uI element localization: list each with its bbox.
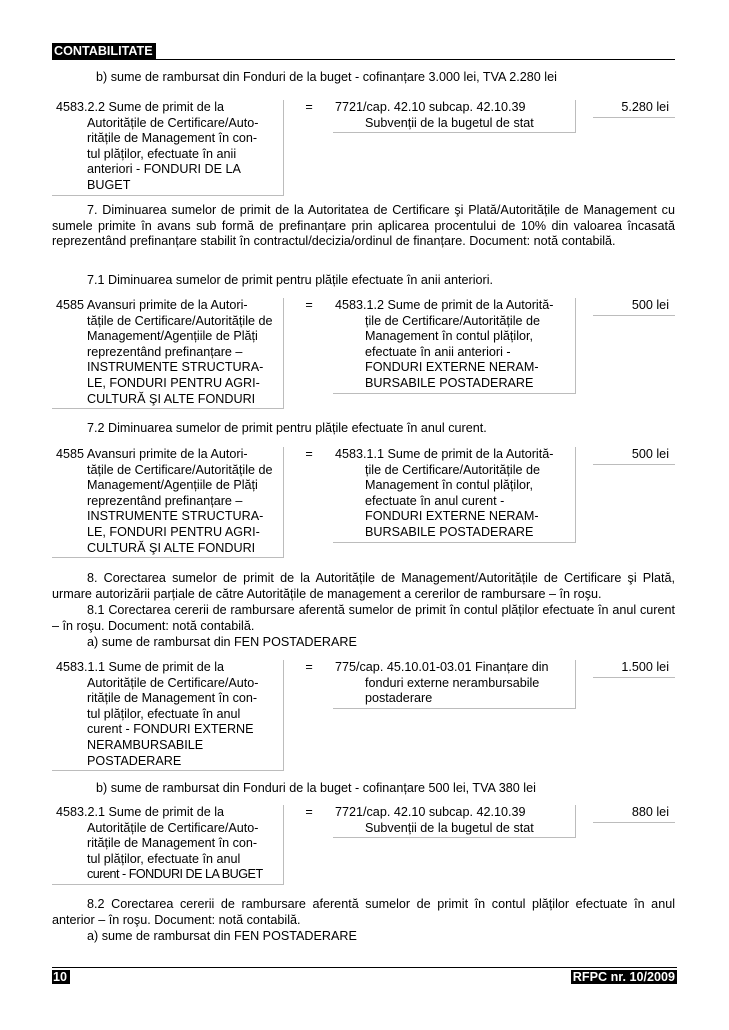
debit-account-line: tățile de Certificare/Autoritățile de [87, 313, 273, 328]
equals-sign: = [305, 100, 313, 114]
debit-account-line: tul plăților, efectuate în anul [87, 706, 241, 721]
amount: 1.500 lei [593, 660, 675, 678]
debit-account-line: curent - FONDURI DE LA BUGET [87, 867, 263, 882]
debit-account-line: tul plăților, efectuate în anii [87, 146, 237, 161]
debit-account-line: ritățile de Management în con- [87, 836, 258, 851]
debit-account-line: INSTRUMENTE STRUCTURA- [87, 509, 264, 524]
debit-account-line: Autoritățile de Certificare/Auto- [87, 675, 259, 690]
page-content [52, 43, 675, 943]
debit-account-line: LE, FONDURI PENTRU AGRI- [87, 375, 260, 390]
debit-account-line: reprezentând prefinanțare – [87, 493, 243, 508]
debit-account-line: CULTURĂ ŞI ALTE FONDURI [87, 540, 256, 555]
subsection-title-b1: b) sume de rambursat din Fonduri de la buget - cofinanțare 3.000 lei, TVA 2.280 lei [96, 70, 557, 84]
amount: 500 lei [593, 447, 675, 465]
debit-account [52, 100, 284, 196]
page-footer [52, 967, 677, 986]
amount: 880 lei [593, 805, 675, 823]
publication-reference: RFPC nr. 10/2009 [572, 970, 675, 984]
credit-account-line: 4583.1.2 Sume de primit de la Autorită- [335, 298, 554, 312]
accounting-entry-5 [52, 805, 675, 890]
section-header: CONTABILITATE [52, 43, 156, 59]
accounting-entry-2 [52, 298, 675, 413]
subsection-title-b2: b) sume de rambursat din Fonduri de la buget - cofinanțare 500 lei, TVA 380 lei [96, 781, 536, 795]
debit-account-line: Autoritățile de Certificare/Auto- [87, 115, 259, 130]
credit-account [333, 660, 576, 709]
debit-account-line: CULTURĂ ŞI ALTE FONDURI [87, 391, 256, 406]
paragraph-8-1: 8.1 Corectarea cererii de rambursare aferentă sumelor de primit în contul plăților efectuate în anul curent – în roşu. Document: notă contabilă. [52, 603, 675, 633]
debit-account-line: 4585 Avansuri primite de la Autori- [56, 298, 248, 312]
debit-account-line: tul plăților, efectuate în anul [87, 851, 241, 866]
credit-account-line: 7721/cap. 42.10 subcap. 42.10.39 [335, 805, 526, 819]
debit-account-line: 4585 Avansuri primite de la Autori- [56, 447, 248, 461]
credit-account-line: 775/cap. 45.10.01-03.01 Finanțare din [335, 660, 549, 674]
credit-account [333, 805, 576, 838]
credit-account-line: 7721/cap. 42.10 subcap. 42.10.39 [335, 100, 526, 114]
debit-account-line: Management/Agențiile de Plăți [87, 329, 258, 344]
page-number: 10 [52, 970, 70, 984]
debit-account [52, 298, 284, 409]
credit-account-line: 4583.1.1 Sume de primit de la Autorită- [335, 447, 554, 461]
debit-account-line: Autoritățile de Certificare/Auto- [87, 820, 259, 835]
debit-account-line: curent - FONDURI EXTERNE [87, 722, 254, 737]
accounting-entry-4 [52, 660, 675, 775]
accounting-entry-1 [52, 100, 675, 200]
equals-sign: = [305, 805, 313, 819]
debit-account-line: 4583.1.1 Sume de primit de la [56, 660, 225, 674]
equals-sign: = [305, 447, 313, 461]
debit-account-line: NERAMBURSABILE [87, 737, 204, 752]
credit-account-line: Management în contul plăților, [365, 329, 534, 344]
credit-account-line: efectuate în anii anteriori - [365, 344, 511, 359]
accounting-entry-3 [52, 447, 675, 562]
debit-account [52, 447, 284, 558]
credit-account-line: țile de Certificare/Autoritățile de [365, 313, 540, 328]
paragraph-8-2: 8.2 Corectarea cererii de rambursare aferentă sumelor de primit în contul plăților efectuate în anul anterior – în roşu. Document: notă contabilă. [52, 897, 675, 927]
debit-account-line: POSTADERARE [87, 753, 182, 768]
debit-account-line: 4583.2.2 Sume de primit de la [56, 100, 225, 114]
credit-account-line: BURSABILE POSTADERARE [365, 524, 534, 539]
paragraph-7-1: 7.1 Diminuarea sumelor de primit pentru plățile efectuate în anii anteriori. [87, 273, 494, 287]
debit-account-line: ritățile de Management în con- [87, 131, 258, 146]
debit-account-line: 4583.2.1 Sume de primit de la [56, 805, 225, 819]
paragraph-7-2: 7.2 Diminuarea sumelor de primit pentru plățile efectuate în anul curent. [87, 421, 487, 435]
debit-account-line: anteriori - FONDURI DE LA [87, 162, 241, 177]
credit-account-line: fonduri externe nerambursabile [365, 675, 540, 690]
credit-account [333, 447, 576, 543]
amount: 5.280 lei [593, 100, 675, 118]
debit-account [52, 805, 284, 885]
amount: 500 lei [593, 298, 675, 316]
credit-account-line: FONDURI EXTERNE NERAM- [365, 360, 539, 375]
credit-account-line: Subvenții de la bugetul de stat [365, 115, 534, 130]
credit-account-line: Subvenții de la bugetul de stat [365, 820, 534, 835]
credit-account [333, 100, 576, 133]
credit-account-line: FONDURI EXTERNE NERAM- [365, 509, 539, 524]
debit-account-line: LE, FONDURI PENTRU AGRI- [87, 524, 260, 539]
debit-account-line: tățile de Certificare/Autoritățile de [87, 462, 273, 477]
credit-account-line: efectuate în anul curent - [365, 493, 505, 508]
debit-account [52, 660, 284, 771]
credit-account-line: BURSABILE POSTADERARE [365, 375, 534, 390]
paragraph-8: 8. Corectarea sumelor de primit de la Autoritățile de Management/Autoritățile de Certificare şi Plată, urmare autorizării parțiale de către Autoritățile de management a cererilor de rambursare – în roşu. [52, 571, 675, 601]
debit-account-line: BUGET [87, 177, 131, 192]
equals-sign: = [305, 298, 313, 312]
paragraph-8-1-a: a) sume de rambursat din FEN POSTADERARE [87, 635, 357, 649]
paragraph-8-2-a: a) sume de rambursat din FEN POSTADERARE [87, 929, 357, 943]
debit-account-line: reprezentând prefinanțare – [87, 344, 243, 359]
paragraph-7: 7. Diminuarea sumelor de primit de la Autoritatea de Certificare şi Plată/Autoritățile de Management cu sumele primite în avans sub formă de prefinanțare prin aplicarea procentului de 10% din valoarea încasată reprezentând prefinanțare stabilit în contractul/decizia/ordinul de finanțare. Document: notă contabilă. [52, 203, 675, 249]
equals-sign: = [305, 660, 313, 674]
header-rule [52, 59, 675, 60]
debit-account-line: ritățile de Management în con- [87, 691, 258, 706]
credit-account-line: postaderare [365, 691, 433, 706]
debit-account-line: Management/Agențiile de Plăți [87, 478, 258, 493]
credit-account-line: Management în contul plăților, [365, 478, 534, 493]
credit-account [333, 298, 576, 394]
credit-account-line: țile de Certificare/Autoritățile de [365, 462, 540, 477]
debit-account-line: INSTRUMENTE STRUCTURA- [87, 360, 264, 375]
